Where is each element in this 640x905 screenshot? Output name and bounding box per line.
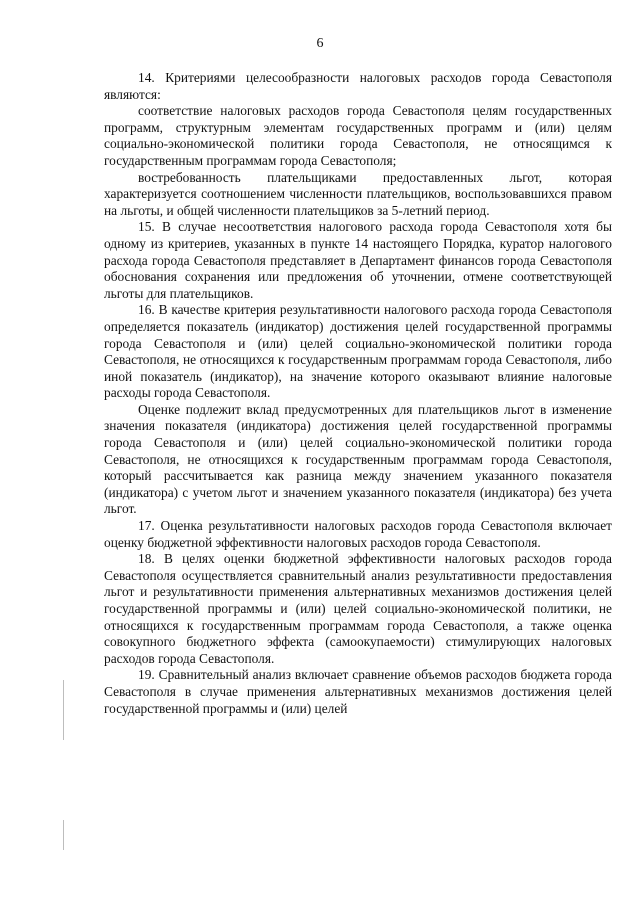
scan-edge-mark bbox=[63, 820, 64, 850]
paragraph-15-mismatch: 15. В случае несоответствия налогового расхода города Севастополя хотя бы одному из критериев, указанных в пункте 14 настоящего Порядка, куратор налогового расхода города Севастополя представляет в Департамент финансов города Севастополя обоснования сохранения или предложения об уточнении, отмене соответствующей льготы для плательщиков. bbox=[104, 219, 612, 301]
page-number: 6 bbox=[316, 36, 324, 51]
paragraph-16-effectiveness-criterion: 16. В качестве критерия результативности налогового расхода города Севастополя определяется показатель (индикатор) достижения целей государственной программы города Севастополя и (или) целей социально-экономической политики города Севастополя, не относящихся к государственным программам города Севастополя, либо иной показатель (индикатор), на значение которого оказывают влияние налоговые расходы города Севастополя. bbox=[104, 302, 612, 401]
paragraph-demand: востребованность плательщиками предоставленных льгот, которая характеризуется соотношением численности плательщиков, воспользовавшихся правом на льготы, и общей численности плательщиков за 5-летний период. bbox=[104, 169, 612, 218]
paragraph-17-budget-efficiency: 17. Оценка результативности налоговых расходов города Севастополя включает оценку бюджетной эффективности налоговых расходов города Севастополя. bbox=[104, 518, 612, 550]
paragraph-18-comparative-analysis: 18. В целях оценки бюджетной эффективности налоговых расходов города Севастополя осуществляется сравнительный анализ результативности предоставления льгот и результативности применения альтернативных механизмов достижения целей государственной программы и (или) целей социально-экономической политики, не относящихся к государственным программам города Севастополя, а также оценка совокупного бюджетного эффекта (самоокупаемости) стимулирующих налоговых расходов города Севастополя. bbox=[104, 551, 612, 666]
scan-edge-mark bbox=[63, 680, 64, 740]
paragraph-contribution-assessment: Оценке подлежит вклад предусмотренных для плательщиков льгот в изменение значения показателя (индикатора) достижения целей государственной программы города Севастополя и (или) целей социально-экономической политики города Севастополя, не относящихся к государственным программам города Севастополя, который рассчитывается как разница между значением указанного показателя (индикатора) с учетом льгот и значением указанного показателя (индикатора) без учета льгот. bbox=[104, 401, 612, 517]
document-body bbox=[104, 70, 612, 717]
paragraph-19-comparison: 19. Сравнительный анализ включает сравнение объемов расходов бюджета города Севастополя в случае применения альтернативных механизмов достижения целей государственной программы и (или) целей bbox=[104, 667, 612, 716]
paragraph-14-criteria: 14. Критериями целесообразности налоговых расходов города Севастополя являются: bbox=[104, 70, 612, 102]
paragraph-correspondence: соответствие налоговых расходов города Севастополя целям государственных программ, структурным элементам государственных программ и (или) целям социально-экономической политики города Севастополя, не относящимся к государственным программам города Севастополя; bbox=[104, 103, 612, 168]
